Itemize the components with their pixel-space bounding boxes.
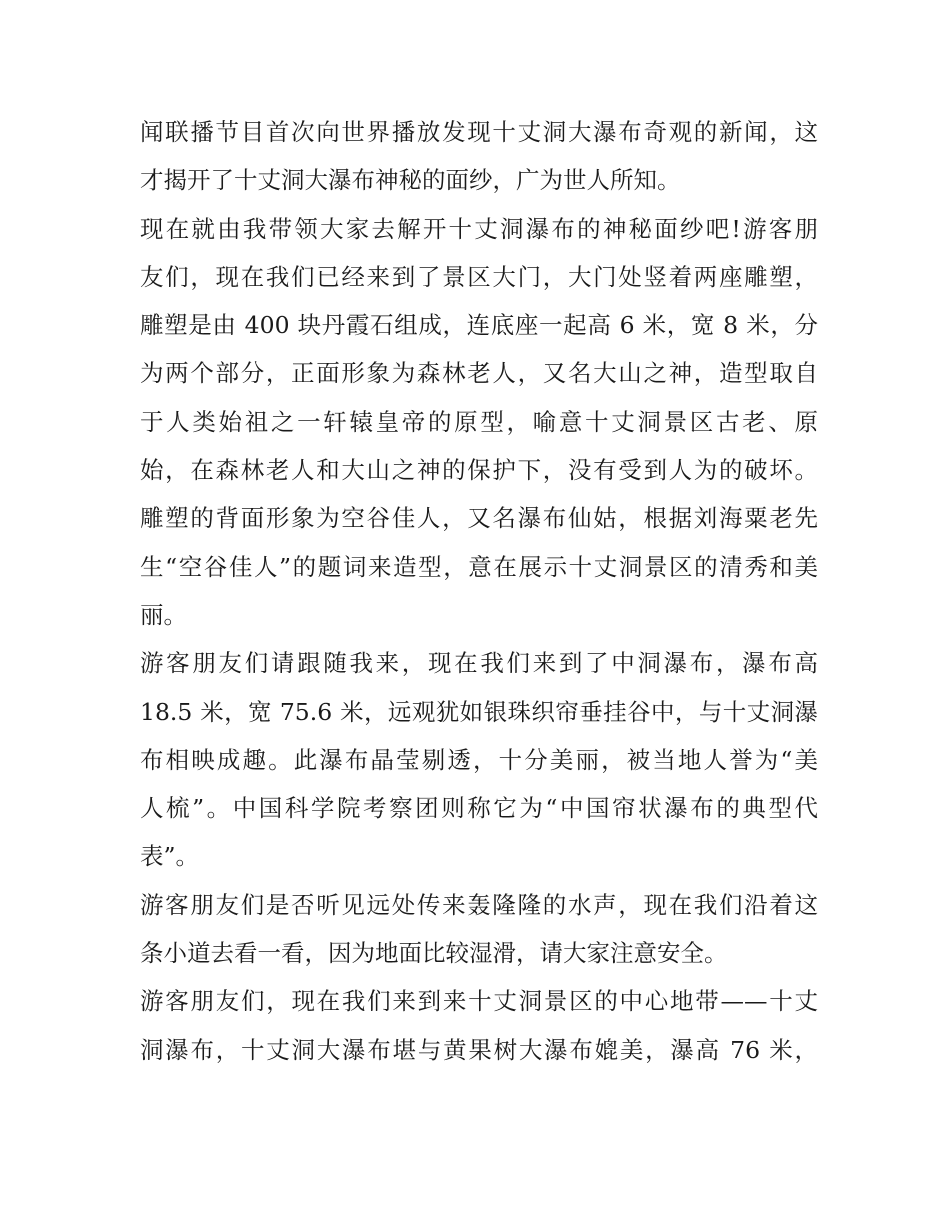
text-line: 现在就由我带领大家去解开十丈洞瀑布的神秘面纱吧!游客朋 (140, 214, 818, 243)
text-line: 雕塑的背面形象为空谷佳人，又名瀑布仙姑，根据刘海粟老先 (140, 504, 818, 533)
text-line: 才揭开了十丈洞大瀑布神秘的面纱，广为世人所知。 (140, 166, 681, 195)
text-line: 始，在森林老人和大山之神的保护下，没有受到人为的破坏。 (140, 456, 818, 485)
text-line: 闻联播节目首次向世界播放发现十丈洞大瀑布奇观的新闻，这 (140, 118, 818, 146)
text-line: 人梳”。中国科学院考察团则称它为“中国帘状瀑布的典型代 (140, 794, 818, 823)
text-line: 游客朋友们请跟随我来，现在我们来到了中洞瀑布，瀑布高 (140, 649, 818, 678)
text-line: 于人类始祖之一轩辕皇帝的原型，喻意十丈洞景区古老、原 (140, 407, 818, 436)
text-line: 条小道去看一看，因为地面比较湿滑，请大家注意安全。 (140, 939, 728, 968)
paragraph-water-sound (140, 881, 818, 978)
text-line: 丽。 (140, 600, 187, 629)
text-line: 洞瀑布，十丈洞大瀑布堪与黄果树大瀑布媲美，瀑高 76 米， (140, 1035, 818, 1064)
text-line: 友们，现在我们已经来到了景区大门，大门处竖着两座雕塑， (140, 262, 818, 291)
text-line: 雕塑是由 400 块丹霞石组成，连底座一起高 6 米，宽 8 米，分 (140, 311, 818, 340)
text-line: 游客朋友们，现在我们来到来十丈洞景区的中心地带——十丈 (140, 987, 818, 1016)
text-line: 表”。 (140, 842, 200, 871)
paragraph-news-intro (140, 108, 818, 205)
text-line: 生“空谷佳人”的题词来造型，意在展示十丈洞景区的清秀和美 (140, 552, 818, 581)
text-line: 为两个部分，正面形象为森林老人，又名大山之神，造型取自 (140, 359, 818, 388)
paragraph-scenic-gate (140, 205, 818, 640)
paragraph-main-waterfall (140, 977, 818, 1074)
text-line: 布相映成趣。此瀑布晶莹剔透，十分美丽，被当地人誉为“美 (140, 745, 818, 774)
text-line: 游客朋友们是否听见远处传来轰隆隆的水声，现在我们沿着这 (140, 890, 818, 919)
paragraph-middle-waterfall (140, 639, 818, 880)
document-body (140, 108, 818, 1074)
text-line: 18.5 米，宽 75.6 米，远观犹如银珠织帘垂挂谷中，与十丈洞瀑 (140, 697, 818, 726)
